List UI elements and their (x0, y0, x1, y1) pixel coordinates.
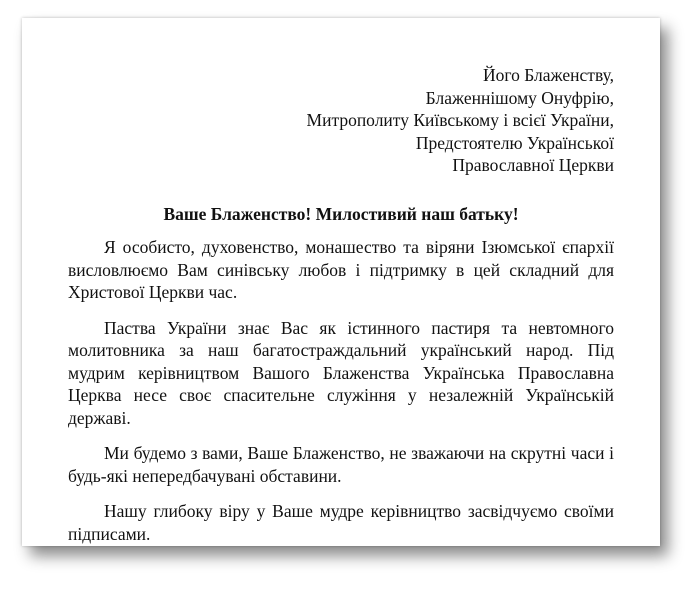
address-line: Його Блаженству, (482, 65, 614, 85)
address-line: Митрополиту Київському і всієї України, (306, 110, 614, 130)
body-paragraph: Нашу глибоку віру у Ваше мудре керівництво засвідчуємо своїми підписами. (68, 501, 614, 544)
body-paragraph: Я особисто, духовенство, монашество та віряни Ізюмської єпархії висловлюємо Вам синівську любов і підтримку в цей складний для Христової Церкви час. (68, 237, 614, 302)
address-line: Блаженнішому Онуфрію, (425, 87, 614, 108)
letter-page (22, 18, 660, 546)
body-paragraph: Паства України знає Вас як істинного пастиря та невтомного молитовника за наш багатостраждальний український народ. Під мудрим керівництвом Вашого Блаженства Українська Православна Церква несе своє спасительне служіння у незалежній Українській державі. (68, 317, 614, 428)
letter-body (68, 236, 614, 558)
recipient-address (307, 64, 614, 177)
letter-greeting: Ваше Блаженство! Милостивий наш батьку! (163, 204, 519, 224)
body-paragraph: Ми будемо з вами, Ваше Блаженство, не зважаючи на скрутні часи і будь-які непередбачувані обставини. (68, 443, 614, 486)
address-line: Православної Церкви (452, 155, 614, 175)
address-line: Предстоятелю Української (415, 132, 614, 153)
